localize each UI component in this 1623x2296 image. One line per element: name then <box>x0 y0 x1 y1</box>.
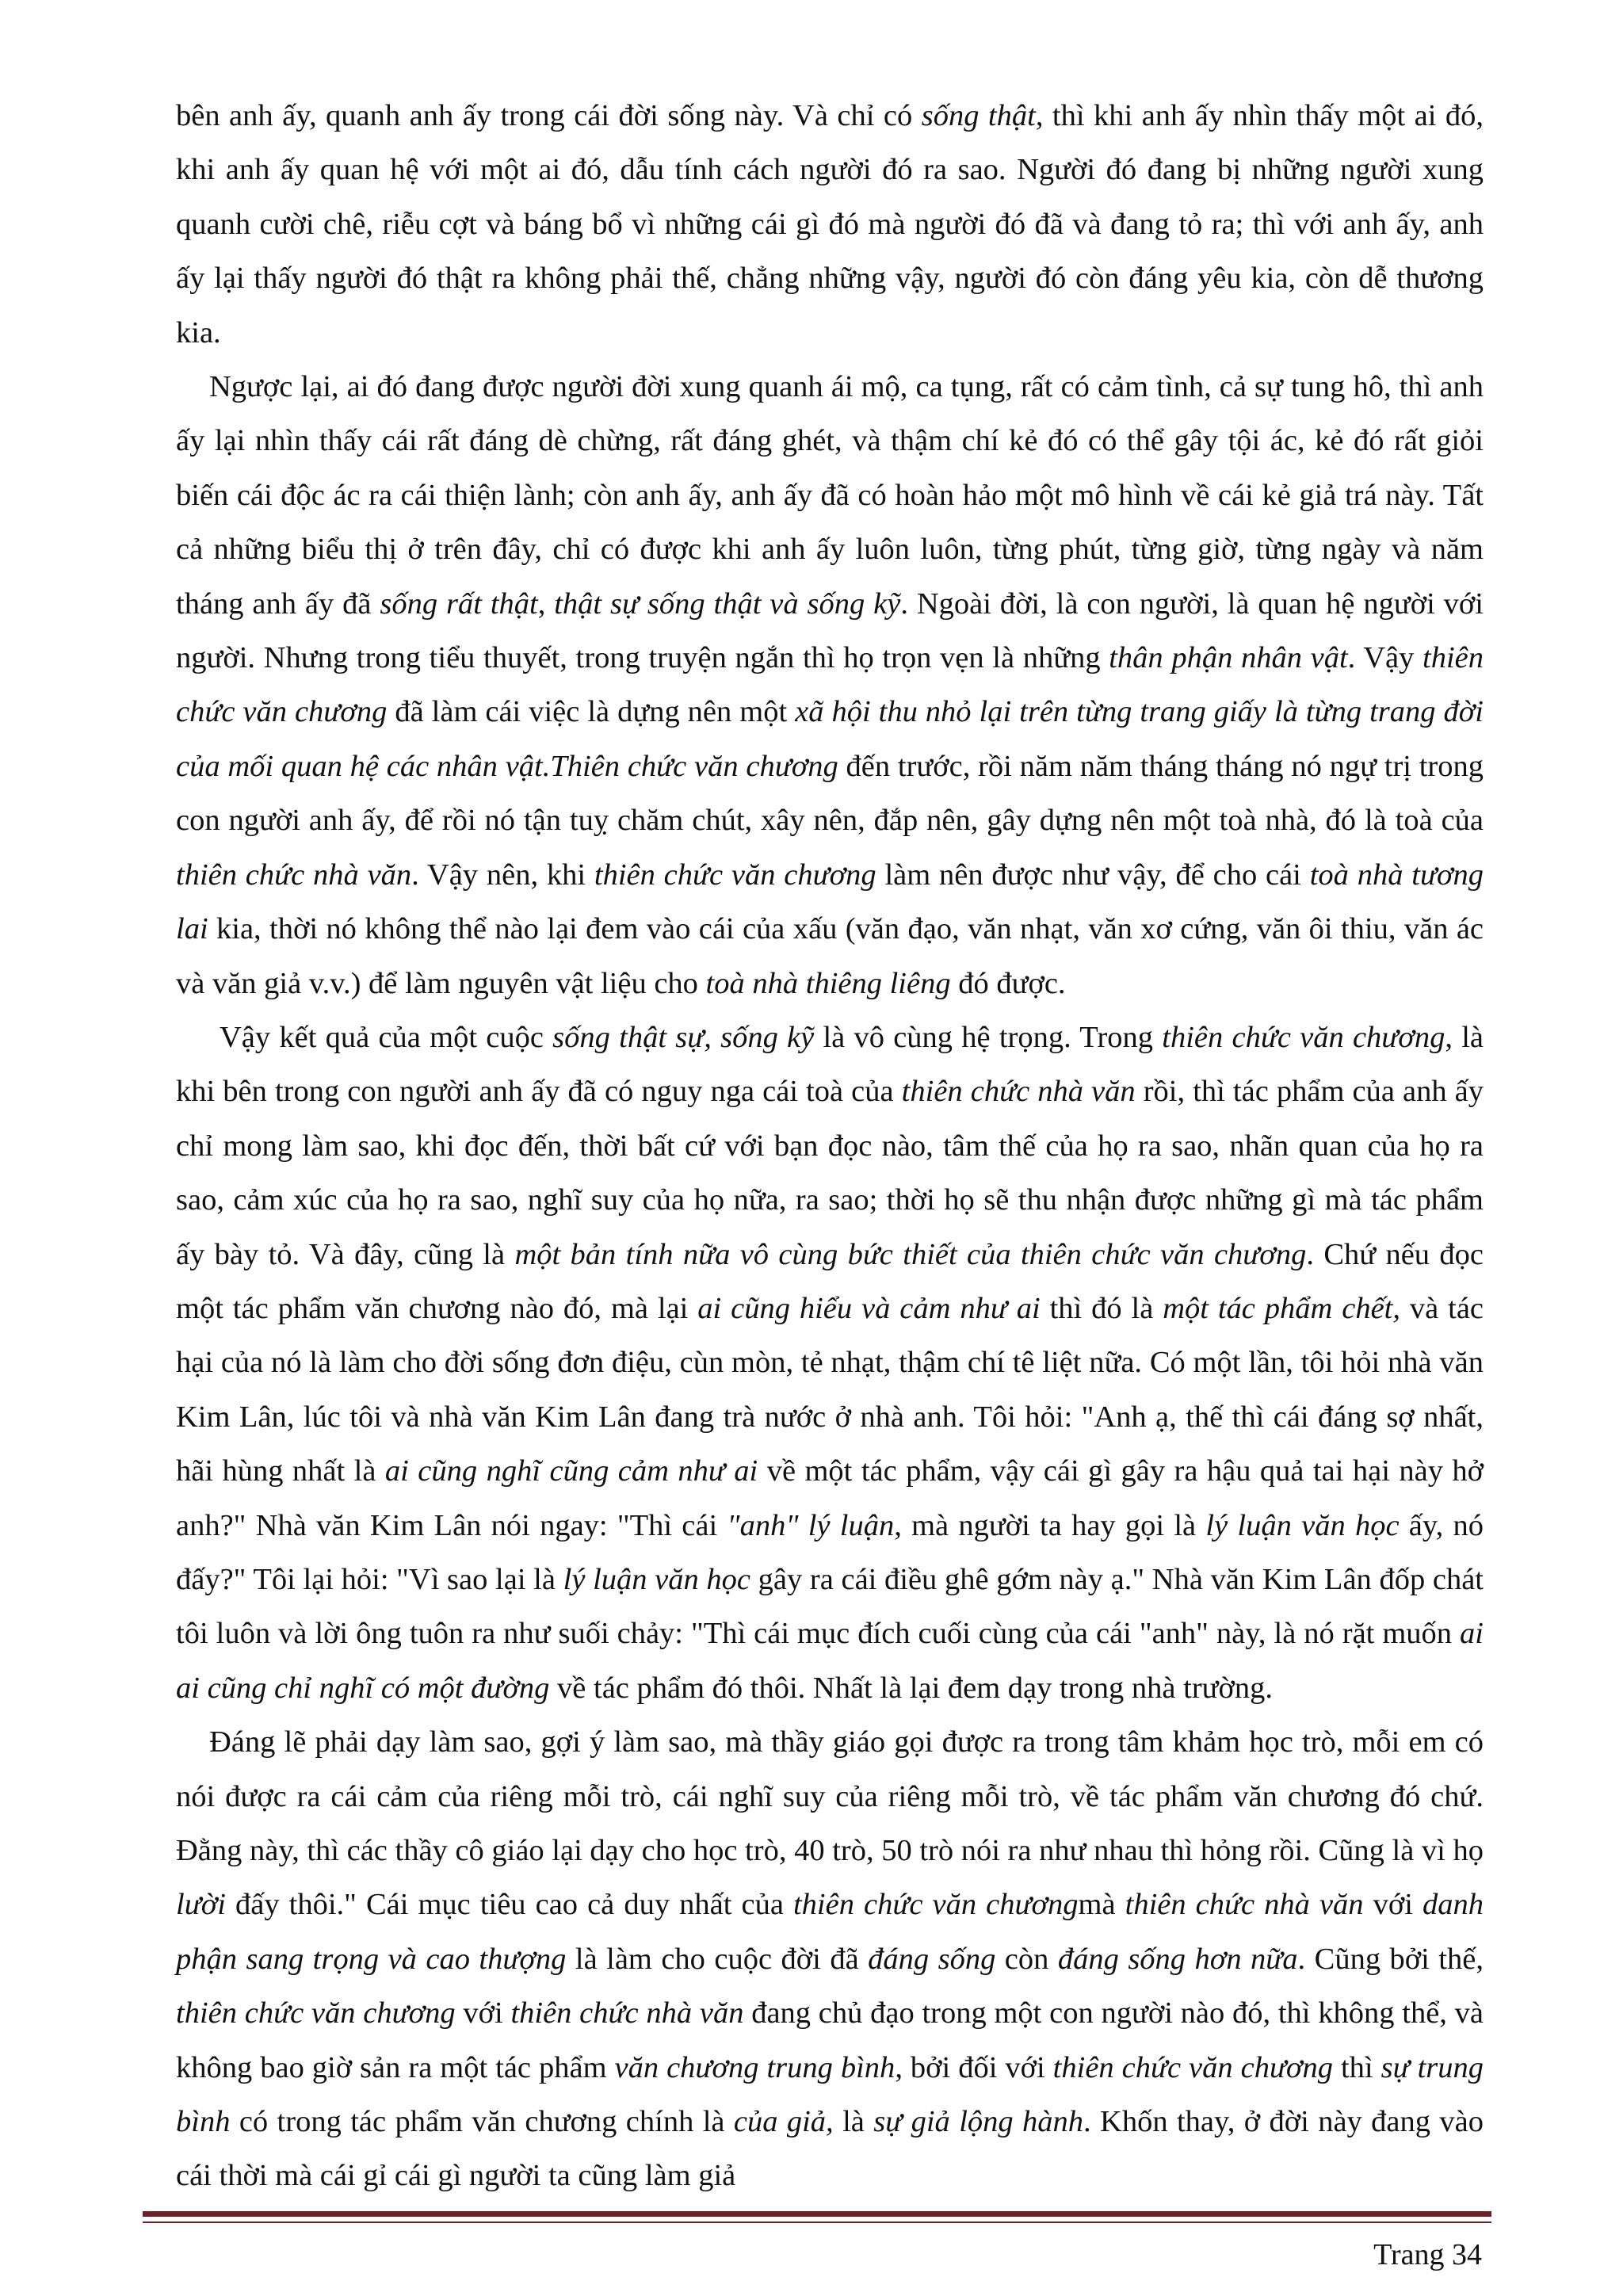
text-run: . Cũng bởi thế, <box>1297 1942 1484 1976</box>
italic-run: thiên chức nhà văn <box>901 1075 1136 1109</box>
italic-run: thiên chức văn chương <box>1052 2050 1333 2084</box>
italic-run: một tác phẩm chết, <box>1163 1291 1400 1325</box>
text-run: với <box>455 1996 511 2030</box>
text-run: rồi, thì tác phẩm của anh ấy chỉ mong làm sao, khi đọc đến, thời bất cứ với bạn đọc nào, tâm thế của họ ra sao, nhãn quan của họ ra sao, cảm xúc của họ ra sao, nghĩ suy của họ nữa, ra sao; thời họ sẽ thu nhận được những gì mà tác phẩm ấy bày tỏ. Và đây, cũng là <box>176 1075 1484 1271</box>
text-run: và tác hại của nó là làm cho đời sống đơn điệu, cùn mòn, tẻ nhạt, thậm chí tê liệt nữa. Có một lần, tôi hỏi nhà văn Kim Lân, lúc tôi và nhà văn Kim Lân đang trà nước ở nhà anh. Tôi hỏi: "Anh ạ, thế thì cái đáng sợ nhất, hãi hùng nhất là <box>176 1291 1484 1488</box>
footer-rule-thin <box>143 2222 1491 2223</box>
text-run: ấy, nó đấy?" Tôi lại hỏi: "Vì sao lại là <box>176 1508 1484 1596</box>
italic-run: thiên chức nhà văn <box>176 858 412 892</box>
italic-run: thân phận nhân vật <box>1109 641 1348 675</box>
italic-run: thiên chức văn chương <box>594 858 876 892</box>
text-run: đó được. <box>950 966 1066 1000</box>
text-run: gây ra cái điều ghê gớm này ạ." Nhà văn Kim Lân đốp chát tôi luôn và lời ông tuôn ra như suối chảy: "Thì cái mục đích cuối cùng của cái "anh" này, là nó rặt muốn <box>176 1562 1484 1651</box>
italic-run: đáng sống <box>868 1942 996 1976</box>
paragraph-4 <box>176 1715 1484 2203</box>
text-run: , là khi bên trong con người anh ấy đã có nguy nga cái toà của <box>176 1020 1484 1109</box>
text-run: . Ngoài đời, là con người, là quan hệ người với người. Nhưng trong tiểu thuyết, trong truyện ngắn thì họ trọn vẹn là những <box>176 586 1484 675</box>
text-run: . Vậy nên, khi <box>411 858 594 892</box>
italic-run: thiên chức văn chương <box>792 1888 1079 1922</box>
italic-run: sự trung bình <box>176 2050 1484 2139</box>
paragraph-1 <box>176 89 1484 360</box>
italic-run: thiên chức văn chương <box>1162 1020 1445 1054</box>
italic-run: "anh" lý luận <box>727 1508 895 1542</box>
italic-run: lý luận văn học <box>563 1562 751 1596</box>
text-run: , mà người ta hay gọi là <box>894 1508 1206 1542</box>
italic-run: thiên chức văn chương <box>176 641 1484 729</box>
italic-run: văn chương trung bình <box>614 2050 896 2084</box>
text-run: về tác phẩm đó thôi. Nhất là lại đem dạy trong nhà trường. <box>549 1671 1273 1705</box>
italic-run: xã hội thu nhỏ lại trên từng trang giấy là từng trang đời của mối quan hệ các nhân vật.Thiên chức văn chương <box>176 695 1484 783</box>
text-run: Đáng lẽ phải dạy làm sao, gợi ý làm sao, mà thầy giáo gọi được ra trong tâm khảm học trò, mỗi em có nói được ra cái cảm của riêng mỗi trò, cái nghĩ suy của riêng mỗi trò, về tác phẩm văn chương đó chứ. Đằng này, thì các thầy cô giáo lại dạy cho học trò, 40 trò, 50 trò nói ra như nhau thì hỏng rồi. Cũng là vì họ <box>176 1725 1484 1867</box>
italic-run: toà nhà tương lai <box>176 858 1484 946</box>
text-run: có trong tác phẩm văn chương chính là <box>230 2105 734 2139</box>
text-run: , thì khi anh ấy nhìn thấy một ai đó, khi anh ấy quan hệ với một ai đó, dẫu tính cách người đó ra sao. Người đó đang bị những người xung quanh cười chê, riễu cợt và báng bổ vì những cái gì đó mà người đó đã và đang tỏ ra; thì với anh ấy, anh ấy lại thấy người đó thật ra không phải thế, chẳng những vậy, người đó còn đáng yêu kia, còn dễ thương kia. <box>176 99 1484 350</box>
italic-run: thiên chức nhà văn <box>1125 1888 1364 1922</box>
text-run: kia, thời nó không thể nào lại đem vào cái của xấu (văn đạo, văn nhạt, văn xơ cứng, văn ôi thiu, văn ác và văn giả v.v.) để làm nguyên vật liệu cho <box>176 912 1484 1000</box>
text-run: là <box>833 2105 874 2139</box>
text-run: thì <box>1333 2050 1381 2084</box>
text-run: về một tác phẩm, vậy cái gì gây ra hậu quả tai hại này hở anh?" Nhà văn Kim Lân nói ngay: "Thì cái <box>176 1454 1484 1542</box>
text-run: đã làm cái việc là dựng nên một <box>387 695 796 729</box>
italic-run: ai ai cũng chỉ nghĩ có một đường <box>176 1617 1484 1705</box>
text-run: đang chủ đạo trong một con người nào đó, thì không thể, và không bao giờ sản ra một tác phẩm <box>176 1996 1484 2084</box>
text-run: . Chứ nếu đọc một tác phẩm văn chương nào đó, mà lại <box>176 1237 1484 1325</box>
text-run: . Khốn thay, ở đời này đang vào cái thời mà cái gỉ cái gì người ta cũng làm giả <box>176 2105 1484 2193</box>
text-run: với <box>1363 1888 1423 1922</box>
paragraph-3 <box>176 1010 1484 1715</box>
text-run: , bởi đối với <box>895 2050 1053 2084</box>
italic-run: thật sự sống thật và sống kỹ <box>554 586 901 621</box>
italic-run: sống thật sự, sống kỹ <box>552 1020 815 1054</box>
italic-run: lý luận văn học <box>1205 1508 1400 1542</box>
italic-run: lười <box>176 1888 226 1922</box>
text-run: đấy thôi." Cái mục tiêu cao cả duy nhất của <box>225 1888 793 1922</box>
text-run: làm nên được như vậy, để cho cái <box>876 858 1310 892</box>
italic-run: ai cũng hiểu và cảm như ai <box>697 1291 1041 1325</box>
italic-run: toà nhà thiêng liêng <box>705 966 951 1000</box>
italic-run: sự giả lộng hành <box>873 2105 1084 2139</box>
italic-run: danh phận sang trọng và cao thượng <box>176 1888 1484 1976</box>
text-run: còn <box>995 1942 1058 1976</box>
text-run: Ngược lại, ai đó đang được người đời xung quanh ái mộ, ca tụng, rất có cảm tình, cả sự tung hô, thì anh ấy lại nhìn thấy cái rất đáng dè chừng, rất đáng ghét, và thậm chí kẻ đó có thể gây tội ác, kẻ đó rất giỏi biến cái độc ác ra cái thiện lành; còn anh ấy, anh ấy đã có hoàn hảo một mô hình về cái kẻ giả trá này. Tất cả những biểu thị ở trên đây, chỉ có được khi anh ấy luôn luôn, từng phút, từng giờ, từng ngày và năm tháng anh ấy đã <box>176 370 1484 621</box>
italic-run: của giả, <box>733 2105 834 2139</box>
text-run: mà <box>1078 1888 1125 1922</box>
text-run: là làm cho cuộc đời đã <box>566 1942 869 1976</box>
text-run: bên anh ấy, quanh anh ấy trong cái đời sống này. Và chỉ có <box>176 99 922 132</box>
italic-run: đáng sống hơn nữa <box>1057 1942 1298 1976</box>
footer-rule-thick <box>143 2211 1491 2217</box>
text-run: Vậy kết quả của một cuộc <box>220 1020 553 1054</box>
text-run: . Vậy <box>1347 641 1423 675</box>
paragraph-2 <box>176 360 1484 1010</box>
italic-run: thiên chức văn chương <box>176 1996 456 2030</box>
text-run: , <box>537 586 555 621</box>
italic-run: sống thật <box>921 99 1036 132</box>
italic-run: ai cũng nghĩ cũng cảm như ai <box>384 1454 758 1488</box>
text-run: đến trước, rồi năm năm tháng tháng nó ngự trị trong con người anh ấy, để rồi nó tận tuỵ chăm chút, xây nên, đắp nên, gây dựng nên một toà nhà, đó là toà của <box>176 749 1484 838</box>
italic-run: thiên chức nhà văn <box>510 1996 744 2030</box>
text-run: là vô cùng hệ trọng. Trong <box>814 1020 1163 1054</box>
body-text <box>176 89 1484 2203</box>
text-run: thì đó là <box>1040 1291 1163 1325</box>
italic-run: một bản tính nữa vô cùng bức thiết của thiên chức văn chương <box>514 1237 1307 1271</box>
italic-run: sống rất thật <box>380 586 538 621</box>
page-number: Trang 34 <box>1373 2238 1482 2271</box>
